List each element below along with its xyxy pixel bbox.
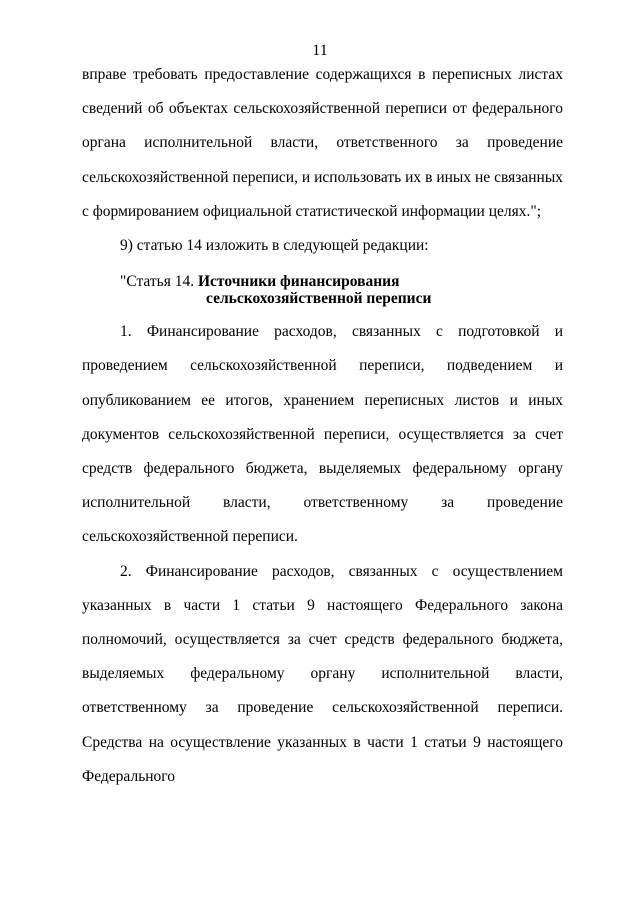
paragraph-item-9: 9) статью 14 изложить в следующей редакции:: [120, 237, 429, 255]
page-number: 11: [312, 42, 328, 59]
article-label: "Статья 14.: [120, 273, 195, 291]
article-heading: [82, 263, 563, 315]
paragraph-part-2: 2. Финансирование расходов, связанных с осуществлением указанных в части 1 статьи 9 настоящего Федерального закона полномочий, осуществляется за счет средств федерального бюджета, выделяемых федеральному органу исполнительной власти, ответственному за проведение сельскохозяйственной переписи. Средства на осуществление указанных в части 1 статьи 9 настоящего Федерального: [82, 562, 563, 785]
paragraph-continuation: вправе требовать предоставление содержащихся в переписных листах сведений об объектах сельскохозяйственной переписи от федерального органа исполнительной власти, ответственного за проведение сельскохозяйственной переписи, и использовать их в иных не связанных с формированием официальной статистической информации целях.";: [82, 66, 563, 220]
document-body: [82, 58, 563, 794]
article-title-line2: сельскохозяйственной переписи: [206, 290, 432, 308]
article-title-line1: Источники финансирования: [198, 273, 400, 291]
paragraph-part-1: 1. Финансирование расходов, связанных с подготовкой и проведением сельскохозяйственной переписи, подведением и опубликованием ее итогов, хранением переписных листов и иных документов сельскохозяйственной переписи, осуществляется за счет средств федерального бюджета, выделяемых федеральному органу исполнительной власти, ответственному за проведение сельскохозяйственной переписи.: [82, 323, 563, 546]
